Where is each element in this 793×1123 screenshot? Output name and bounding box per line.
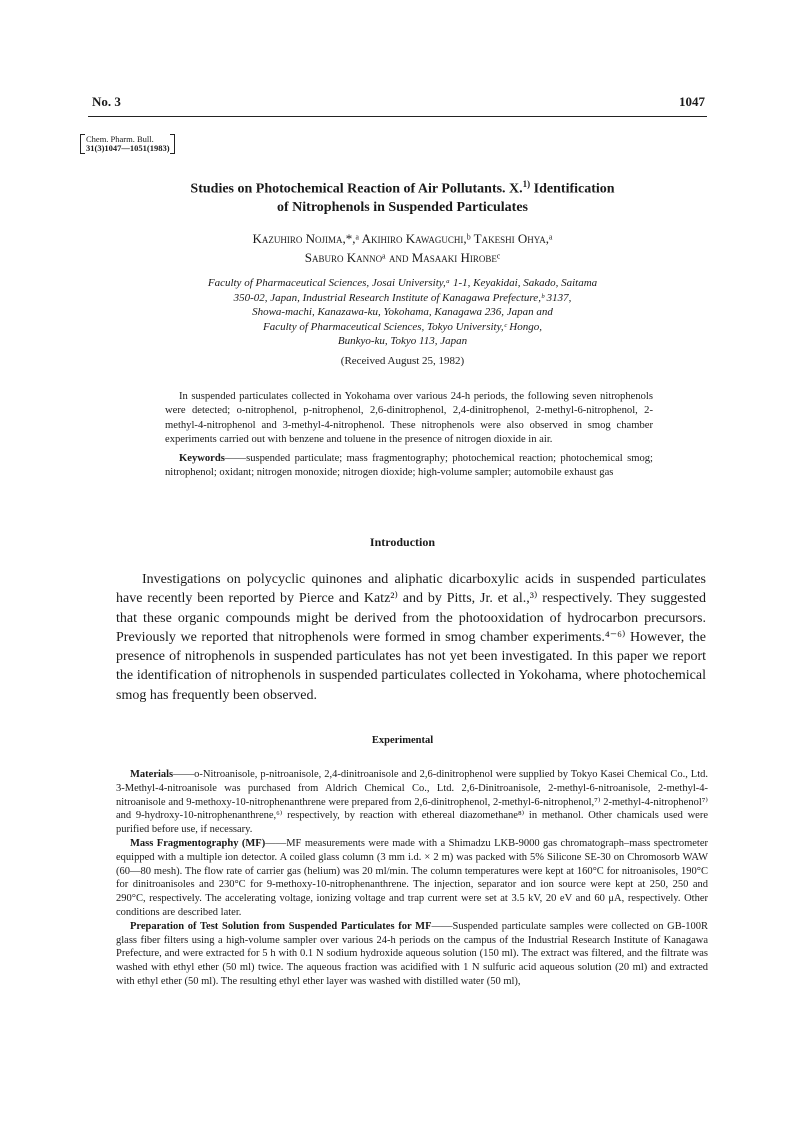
title-text-end: Identification	[530, 181, 615, 197]
abstract-text: In suspended particulates collected in Yokohama over various 24-h periods, the following seven nitrophenols were detected; o-nitrophenol, p-nitrophenol, 2,6-dinitrophenol, 2,4-dinitrophenol, 2-methyl-6-nitrophenol, 2-methyl-4-nitrophenol and 3-methyl-4-nitrophenol. These nitrophenols were also observed in smog chamber experiments carried out with benzene and toluene in the presence of nitrogen dioxide in air.	[165, 391, 653, 446]
keywords-list: ——suspended particulate; mass fragmentography; photochemical reaction; photochemical smog; nitrophenol; oxidant; nitrogen monoxide; nitrogen dioxide; high-volume sampler; automobile exhaust gas	[165, 452, 653, 479]
affiliation-line: Bunkyo-ku, Tokyo 113, Japan	[337, 335, 468, 348]
affiliation-line: 350-02, Japan, Industrial Research Institute of Kanagawa Prefecture,ᵇ 3137,	[233, 291, 572, 304]
affiliation-line: Faculty of Pharmaceutical Sciences, Josai University,ᵃ 1-1, Keyakidai, Sakado, Saitama	[207, 277, 598, 289]
author-list	[100, 229, 705, 267]
keywords-label: Keywords	[179, 452, 225, 464]
affiliation-line: Showa-machi, Kanazawa-ku, Yokohama, Kanagawa 236, Japan and	[252, 306, 553, 319]
mass-fragmentography-paragraph	[116, 837, 708, 920]
keywords	[165, 452, 653, 481]
materials-paragraph	[116, 768, 708, 837]
issue-number: No. 3	[92, 94, 121, 109]
title-line-2: of Nitrophenols in Suspended Particulates	[277, 199, 528, 215]
page-number: 1047	[679, 94, 705, 109]
received-date: (Received August 25, 1982)	[340, 355, 465, 367]
journal-citation: 31(3)1047—1051(1983)	[86, 143, 170, 153]
journal-reference	[80, 134, 175, 154]
paragraph-text: ——MF measurements were made with a Shimadzu LKB-9000 gas chromatograph–mass spectrometer equipped with a multiple ion detector. A coiled glass column (3 mm i.d. × 2 m) was packed with 5% Silicone SE-30 on Chromosorb WAW (60—80 mesh). The flow rate of carrier gas (helium) was 20 ml/min. The column temperatures were kept at 160°C for nitroanisoles, 190°C for dinitroanisoles and 230°C for 9-methoxy-10-nitrophenanthrene. The injection, separator and ion source were kept at 250, 250 and 290°C, respectively. The accelerating voltage, ionizing voltage and trap current were set at 3.5 kV, 20 eV and 60 μA, respectively. Other conditions are described later.	[116, 837, 708, 918]
experimental-heading: Experimental	[371, 735, 434, 746]
authors-line-2: Saburo Kannoᵃ and Masaaki Hirobeᶜ	[304, 250, 501, 265]
introduction	[116, 570, 706, 705]
article-title	[100, 175, 705, 217]
journal-name: Chem. Pharm. Bull.	[86, 134, 154, 144]
abstract	[165, 390, 653, 480]
affiliations	[120, 276, 685, 349]
title-line-1	[100, 175, 705, 199]
paragraph-label: Mass Fragmentography (MF)	[130, 837, 266, 849]
title-footnote: 1)	[522, 179, 531, 189]
test-solution-paragraph	[116, 920, 708, 989]
paragraph-label: Materials	[130, 769, 174, 780]
affiliation-line: Faculty of Pharmaceutical Sciences, Tokyo University,ᶜ Hongo,	[263, 320, 542, 333]
header-rule	[88, 116, 707, 117]
authors-line-1: Kazuhiro Nojima,*,ᵃ Akihiro Kawaguchi,ᵇ Takeshi Ohya,ᵃ	[252, 231, 553, 246]
experimental-section	[116, 768, 708, 989]
title-text: Studies on Photochemical Reaction of Air Pollutants. X.	[190, 181, 523, 197]
introduction-heading: Introduction	[369, 535, 436, 549]
paragraph-label: Preparation of Test Solution from Suspended Particulates for MF	[130, 920, 432, 932]
introduction-text: Investigations on polycyclic quinones and aliphatic dicarboxylic acids in suspended particulates have recently been reported by Pierce and Katz²⁾ and by Pitts, Jr. et al.,³⁾ respectively. They suggested that these organic compounds might be derived from the photooxidation of hydrocarbon precursors. Previously we reported that nitrophenols were formed in smog chamber experiments.⁴⁻⁶⁾ However, the presence of nitrophenols in suspended particulates has not yet been investigated. In this paper we report the identification of nitrophenols in suspended particulates collected in Yokohama, where photochemical smog has frequently been observed.	[116, 572, 706, 703]
paragraph-text: ——Suspended particulate samples were collected on GB-100R glass fiber filters using a high-volume sampler over various 24-h periods on the campus of the Industrial Research Institute of Kanagawa Prefecture, and were extracted for 5 h with 0.1 N sodium hydroxide aqueous solution (150 ml). The extract was filtered, and the filtrate was washed with ethyl ether (50 ml) twice. The aqueous fraction was acidified with 1 N sulfuric acid aqueous solution (20 ml) and extracted with ethyl ether (50 ml). The resulting ethyl ether layer was washed with distilled water (50 ml),	[116, 920, 708, 987]
paragraph-text: ——o-Nitroanisole, p-nitroanisole, 2,4-dinitroanisole and 2,6-dinitrophenol were supplied by Tokyo Kasei Chemical Co., Ltd. 3-Methyl-4-nitroanisole was purchased from Aldrich Chemical Co., Ltd. 2,6-Dinitroanisole, 2-methyl-6-nitroanisole, 2-methyl-4-nitroanisole and 9-methoxy-10-nitrophenanthrene were prepared from 2,6-dinitrophenol, 2-methyl-6-nitrophenol,⁷⁾ 2-methyl-4-nitrophenol⁷⁾ and 9-hydroxy-10-nitrophenanthrene,⁶⁾ respectively, by reaction with ethereal diazomethane⁸⁾ in methanol. Other chamicals used were purified before use, if necessary.	[116, 769, 708, 836]
